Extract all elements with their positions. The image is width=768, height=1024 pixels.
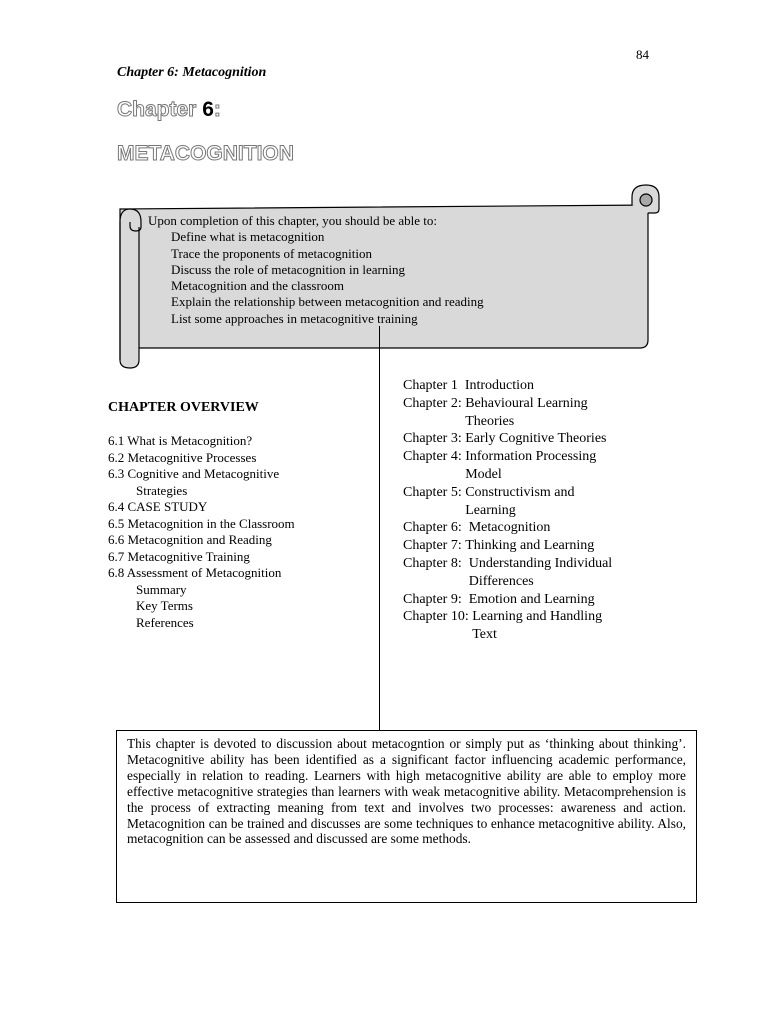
chapter-heading xyxy=(117,98,221,122)
overview-item: 6.8 Assessment of Metacognition xyxy=(108,565,282,580)
overview-item: Strategies xyxy=(136,482,188,498)
chapter-summary-box: This chapter is devoted to discussion about metacogntion or simply put as ‘thinking about thinking’. Metacognitive ability has been identified as a significant factor influencing academic performance, especially in relation to reading. Learners with high metacognitive ability are able to employ more effective metacognitive strategies than learners with weak metacognitive ability. Metacomprehension is the process of extracting meaning from text and involves two processes: awareness and action. Metacognition can be trained and discusses are some techniques to enhance metacognitive ability. Also, metacognition can be assessed and discussed are some methods. xyxy=(116,730,697,903)
overview-item: 6.3 Cognitive and Metacognitive xyxy=(108,466,280,481)
learning-objectives xyxy=(148,213,484,327)
overview-item: 6.4 CASE STUDY xyxy=(108,499,208,514)
chapter-entry xyxy=(403,377,663,395)
chapter-entry xyxy=(403,591,663,609)
book-chapters-list xyxy=(403,377,663,644)
chapter-label: Chapter 4: xyxy=(403,449,466,465)
chapter-title: Learning and Handling Text xyxy=(472,609,603,643)
chapter-entry xyxy=(403,395,663,431)
chapter-label: Chapter 1 xyxy=(403,378,465,393)
objective-item: Trace the proponents of metacognition xyxy=(171,245,372,261)
overview-item: Summary xyxy=(136,581,187,597)
chapter-entry xyxy=(403,448,663,484)
chapter-entry xyxy=(403,519,663,537)
chapter-overview-list xyxy=(108,433,295,631)
chapter-label: Chapter 3: xyxy=(403,431,466,447)
overview-item: 6.2 Metacognitive Processes xyxy=(108,449,257,465)
chapter-title: Information Processing Model xyxy=(465,449,597,482)
objective-item: Discuss the role of metacognition in learning xyxy=(171,261,405,277)
page-number: 84 xyxy=(636,47,649,62)
chapter-entry xyxy=(403,484,663,520)
overview-item: 6.7 Metacognitive Training xyxy=(108,548,250,564)
chapter-title: Early Cognitive Theories xyxy=(465,431,607,447)
running-head: Chapter 6: Metacognition xyxy=(117,65,267,80)
chapter-label: Chapter 8: xyxy=(403,555,469,571)
chapter-title: Understanding Individual Differences xyxy=(468,555,613,589)
chapter-heading-number: 6 xyxy=(202,98,214,121)
chapter-title: Introduction xyxy=(464,378,535,393)
objectives-list xyxy=(148,229,484,327)
chapter-title: Emotion and Learning xyxy=(468,591,595,607)
chapter-label: Chapter 7: xyxy=(403,538,466,554)
overview-item: Key Terms xyxy=(136,598,193,613)
chapter-heading-colon: : xyxy=(213,98,221,121)
connector-line xyxy=(379,326,380,731)
chapter-entry xyxy=(403,430,663,448)
overview-item: 6.5 Metacognition in the Classroom xyxy=(108,515,295,531)
chapter-title: Metacognition xyxy=(468,520,551,536)
chapter-label: Chapter 9: xyxy=(403,591,469,607)
objective-item: Define what is metacognition xyxy=(171,229,325,245)
chapter-entry xyxy=(403,608,663,644)
overview-item: References xyxy=(136,614,194,630)
chapter-label: Chapter 5: xyxy=(403,484,466,500)
overview-item: 6.6 Metacognition and Reading xyxy=(108,532,272,547)
objectives-intro: Upon completion of this chapter, you should be able to: xyxy=(148,213,438,228)
chapter-title: Constructivism and Learning xyxy=(465,484,575,518)
objective-item: List some approaches in metacognitive training xyxy=(171,310,418,326)
chapter-title: Thinking and Learning xyxy=(465,538,595,554)
chapter-entry xyxy=(403,537,663,555)
chapter-entry xyxy=(403,555,663,591)
objective-item: Metacognition and the classroom xyxy=(171,278,344,294)
chapter-label: Chapter 2: xyxy=(403,395,466,411)
chapter-title: Behavioural Learning Theories xyxy=(465,395,588,429)
chapter-label: Chapter 10: xyxy=(403,609,473,625)
chapter-label: Chapter 6: xyxy=(403,520,469,536)
objective-item: Explain the relationship between metacognition and reading xyxy=(171,294,484,310)
title-heading: METACOGNITION xyxy=(117,142,294,165)
overview-item: 6.1 What is Metacognition? xyxy=(108,433,253,448)
chapter-overview-title: CHAPTER OVERVIEW xyxy=(108,400,259,415)
chapter-heading-word: Chapter xyxy=(117,98,197,121)
